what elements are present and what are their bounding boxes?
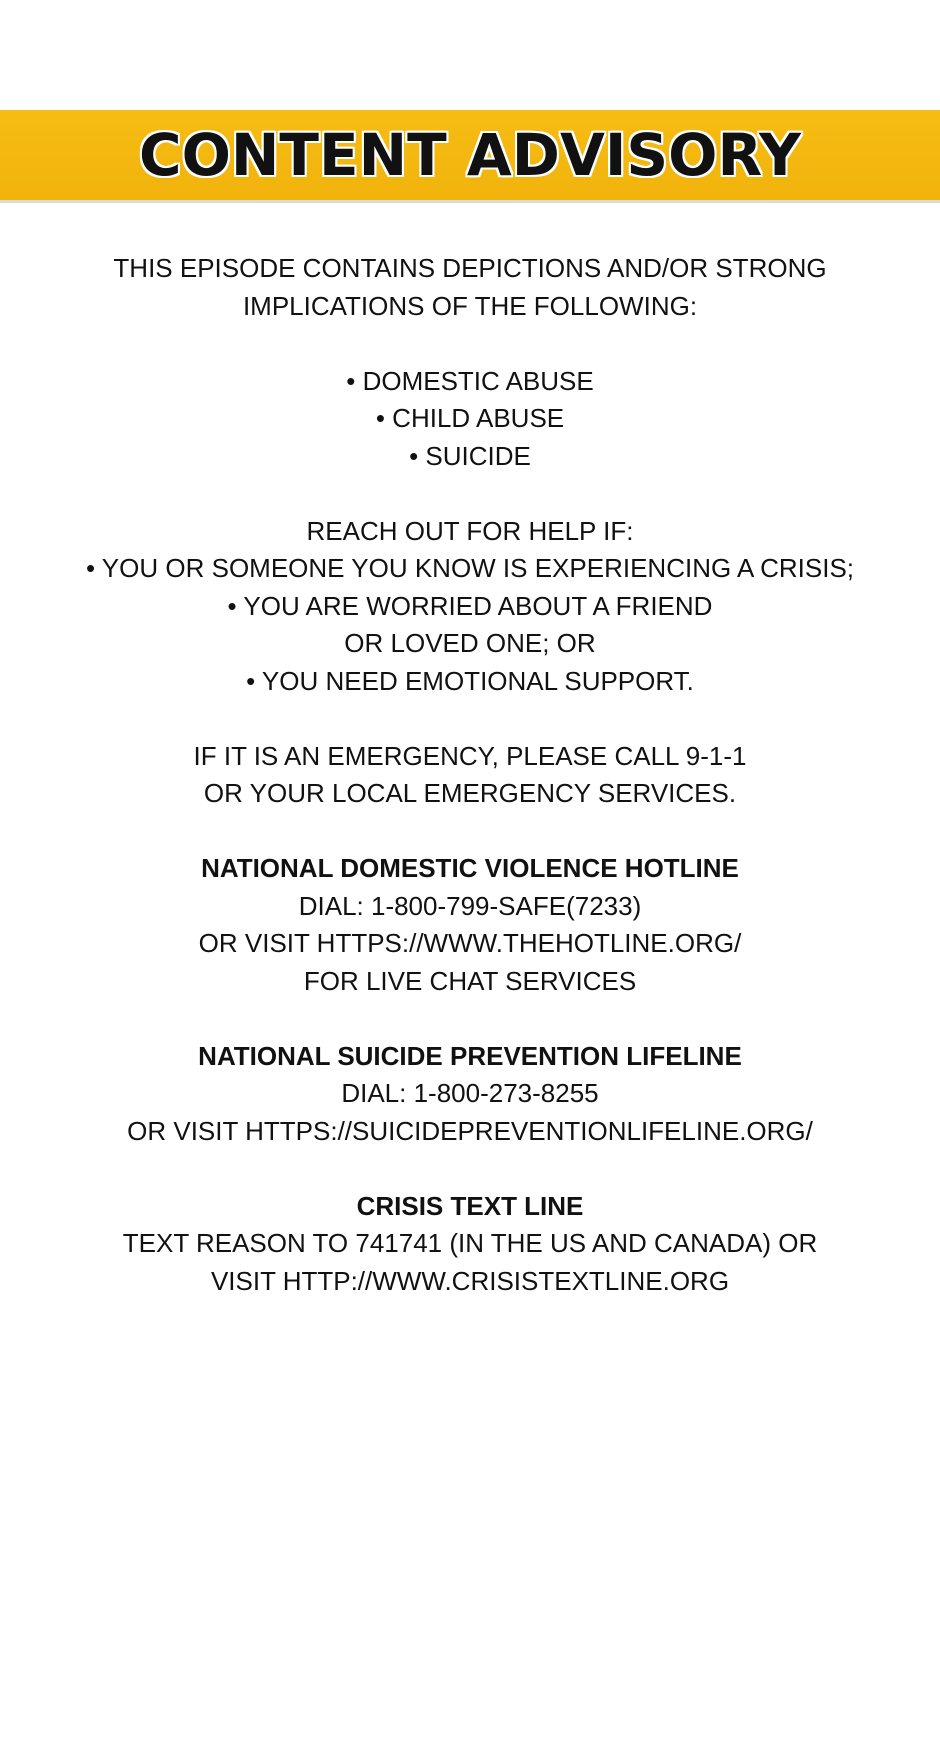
help-line: OR LOVED ONE; OR bbox=[344, 628, 596, 658]
advisory-banner bbox=[0, 110, 940, 203]
spacer bbox=[0, 325, 940, 363]
hotline-phone: DIAL: 1-800-799-SAFE(7233) bbox=[298, 890, 642, 921]
advisory-content bbox=[0, 250, 940, 1300]
hotline-domestic-violence bbox=[0, 850, 940, 1000]
hotline-suicide-prevention bbox=[0, 1038, 940, 1151]
hotline-name: NATIONAL SUICIDE PREVENTION LIFELINE bbox=[198, 1040, 742, 1071]
hotline-crisis-text bbox=[0, 1188, 940, 1301]
hotline-url[interactable]: OR VISIT HTTPS://WWW.THEHOTLINE.ORG/ bbox=[198, 928, 742, 958]
spacer bbox=[0, 475, 940, 513]
topics-list bbox=[0, 363, 940, 476]
spacer bbox=[0, 1150, 940, 1188]
hotline-text-instructions: TEXT REASON TO 741741 (IN THE US AND CANADA) OR bbox=[122, 1228, 818, 1258]
emergency-line: OR YOUR LOCAL EMERGENCY SERVICES. bbox=[203, 778, 737, 808]
spacer bbox=[0, 1000, 940, 1038]
help-heading: REACH OUT FOR HELP IF: bbox=[306, 515, 634, 546]
intro-line: IMPLICATIONS OF THE FOLLOWING: bbox=[242, 290, 698, 321]
topic-item: • CHILD ABUSE bbox=[375, 403, 565, 433]
hotline-phone: DIAL: 1-800-273-8255 bbox=[341, 1078, 599, 1108]
hotline-name: NATIONAL DOMESTIC VIOLENCE HOTLINE bbox=[201, 853, 739, 883]
help-line: • YOU NEED EMOTIONAL SUPPORT. bbox=[246, 665, 694, 696]
spacer bbox=[0, 813, 940, 851]
help-line: • YOU ARE WORRIED ABOUT A FRIEND bbox=[227, 590, 713, 621]
emergency-line: IF IT IS AN EMERGENCY, PLEASE CALL 9-1-1 bbox=[193, 740, 747, 771]
page-title: CONTENT ADVISORY bbox=[139, 121, 801, 189]
topic-item: • DOMESTIC ABUSE bbox=[346, 365, 594, 396]
intro-section bbox=[0, 250, 940, 325]
help-section bbox=[0, 513, 940, 701]
hotline-url[interactable]: OR VISIT HTTPS://SUICIDEPREVENTIONLIFELINE.ORG/ bbox=[127, 1115, 813, 1146]
hotline-url[interactable]: VISIT HTTP://WWW.CRISISTEXTLINE.ORG bbox=[210, 1265, 730, 1296]
topic-item: • SUICIDE bbox=[409, 440, 531, 471]
intro-line: THIS EPISODE CONTAINS DEPICTIONS AND/OR STRONG bbox=[113, 253, 827, 283]
help-line: • YOU OR SOMEONE YOU KNOW IS EXPERIENCING A CRISIS; bbox=[85, 553, 855, 583]
hotline-detail: FOR LIVE CHAT SERVICES bbox=[303, 965, 637, 996]
hotline-name: CRISIS TEXT LINE bbox=[356, 1190, 584, 1221]
emergency-section bbox=[0, 738, 940, 813]
spacer bbox=[0, 700, 940, 738]
